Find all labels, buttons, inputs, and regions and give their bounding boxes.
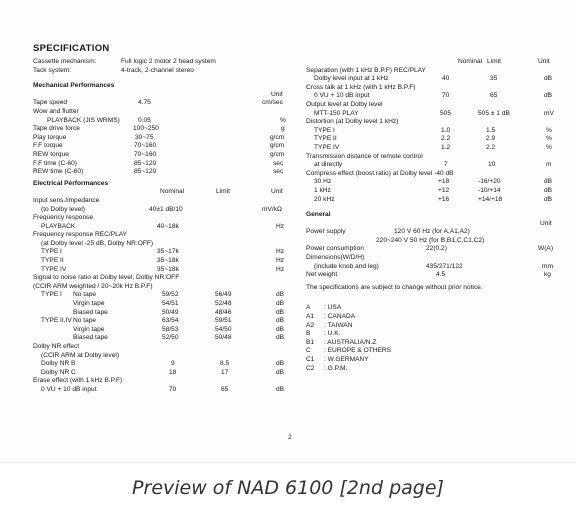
spec-cell: B: [306, 330, 311, 338]
spec-cell: kg: [544, 271, 551, 279]
spec-cell: 70~160: [134, 150, 157, 158]
spec-cell: 220~240 V 50 Hz (for B,B1,C,C1,C2): [376, 236, 485, 244]
spec-cell: : USA: [324, 304, 342, 312]
spec-cell: 50/48: [215, 334, 232, 342]
spec-cell: Hz: [276, 257, 285, 265]
spec-row: [306, 304, 558, 313]
spec-cell: 52/48: [215, 300, 232, 308]
spec-cell: Cassette mechanism:: [33, 58, 97, 65]
spec-cell: (CCIR ARM weighted / 20~20k Hz B.P.F): [33, 282, 153, 290]
spec-row: [33, 248, 291, 257]
spec-cell: +12: [438, 186, 450, 194]
spec-cell: 35: [490, 75, 498, 83]
spec-cell: 65: [490, 92, 498, 100]
spec-cell: Erase effect (with 1 kHz B.P.F): [33, 377, 123, 385]
spec-cell: (to Dolby level): [41, 205, 85, 213]
spec-row: [306, 161, 558, 170]
spec-cell: 30~75: [135, 133, 154, 141]
spec-row: [306, 245, 558, 254]
spec-row: [306, 92, 558, 101]
spec-cell: (CCIR ARM at Dolby level): [41, 351, 120, 359]
spec-cell: Virgin tape: [73, 325, 105, 333]
spec-cell: (include knob and leg): [314, 262, 379, 270]
spec-cell: Dolby level input at 1 kHz: [314, 75, 389, 83]
spec-cell: 59/52: [162, 291, 179, 299]
spec-cell: Tape drive force: [33, 125, 80, 133]
spec-cell: MTT-150 PLAY: [314, 109, 359, 117]
spec-cell: : EUROPE & OTHERS: [324, 347, 392, 355]
spec-row: [306, 322, 558, 331]
spec-row: [33, 386, 291, 395]
spec-cell: g/cm: [270, 133, 285, 141]
spec-cell: %: [546, 135, 552, 143]
spec-cell: : AUSTRALIA/N.Z: [324, 338, 377, 346]
spec-cell: 0.05: [138, 116, 151, 124]
spec-row: [306, 254, 558, 263]
spec-cell: Hz: [276, 248, 285, 256]
spec-row: [306, 58, 558, 67]
spec-cell: Dimensions(W/D/H): [306, 254, 365, 262]
spec-cell: Electrical Performances: [33, 179, 109, 187]
spec-cell: 505 ± 1 dB: [478, 109, 510, 117]
spec-cell: Cross talk at 1 kHz (with 1 kHz B.P.F): [306, 83, 416, 91]
spec-column-right: [306, 58, 558, 373]
spec-cell: A2: [306, 321, 315, 329]
spec-cell: 1.5: [486, 126, 496, 134]
spec-cell: TYPE II: [314, 135, 337, 143]
spec-cell: 2.2: [441, 135, 451, 143]
spec-cell: Nominal: [458, 58, 483, 65]
spec-cell: TYPE II: [41, 257, 64, 265]
spec-cell: dB: [276, 325, 285, 333]
spec-cell: A1: [306, 313, 315, 321]
spec-cell: : TAIWAN: [324, 321, 353, 329]
spec-cell: Virgin tape: [73, 300, 105, 308]
spec-cell: 63/54: [162, 317, 179, 325]
spec-row: [306, 284, 558, 293]
spec-cell: 8.5: [220, 360, 230, 368]
spec-row: [306, 110, 558, 119]
spec-cell: dB: [276, 360, 285, 368]
spec-row: [306, 356, 558, 365]
spec-cell: 100~250: [133, 125, 159, 133]
spec-cell: 0 VU + 10 dB input: [41, 385, 97, 393]
spec-cell: 35~17k: [157, 248, 179, 256]
spec-cell: 435/271/122: [426, 262, 463, 270]
spec-cell: dB: [544, 75, 553, 83]
spec-cell: 85~120: [134, 168, 157, 176]
spec-row: [33, 352, 291, 361]
spec-row: [33, 197, 291, 206]
spec-cell: dB: [276, 291, 285, 299]
spec-cell: B1: [306, 338, 315, 346]
spec-cell: Frequency response: [33, 214, 94, 222]
spec-cell: %: [280, 116, 286, 124]
spec-cell: g/cm: [270, 142, 285, 150]
spec-cell: TYPE IV: [41, 265, 67, 273]
spec-cell: 17: [221, 368, 229, 376]
spec-cell: 52/50: [162, 334, 179, 342]
spec-cell: Limit: [487, 58, 501, 65]
spec-row: [33, 125, 291, 134]
spec-cell: dB: [544, 195, 553, 203]
spec-row: [33, 142, 291, 151]
spec-cell: C: [306, 347, 311, 355]
spec-cell: No tape: [73, 291, 97, 299]
spec-cell: TYPE I: [314, 126, 335, 134]
spec-cell: The specifications are subject to change without prior notice.: [306, 283, 483, 291]
spec-row: [306, 153, 558, 162]
spec-cell: C2: [306, 364, 315, 372]
spec-cell: Net weight: [306, 271, 338, 279]
spec-row: [33, 240, 291, 249]
spec-row: [33, 360, 291, 369]
spec-cell: 40~18k: [157, 222, 179, 230]
spec-cell: TYPE I: [41, 248, 62, 256]
spec-cell: dB: [544, 92, 553, 100]
section-heading: [306, 211, 558, 220]
spec-row: [33, 300, 291, 309]
spec-cell: g: [281, 125, 285, 133]
spec-cell: dB: [276, 308, 285, 316]
spec-cell: dB: [544, 186, 553, 194]
spec-row: [33, 369, 291, 378]
spec-row: [33, 160, 291, 169]
spec-cell: REW time (C-60): [33, 168, 84, 176]
spec-cell: %: [546, 143, 552, 151]
spec-cell: Limit: [216, 188, 230, 196]
spec-cell: 35~18k: [157, 265, 179, 273]
spec-row: [33, 151, 291, 160]
spec-row: [33, 317, 291, 326]
spec-cell: : U.K.: [324, 330, 341, 338]
section-heading: [33, 180, 291, 189]
spec-cell: TYPE IV: [314, 143, 340, 151]
spec-row: [306, 271, 558, 280]
spec-cell: 18: [169, 368, 177, 376]
spec-row: [306, 196, 558, 205]
spec-cell: General: [306, 211, 331, 219]
spec-cell: Dolby NR C: [41, 368, 76, 376]
spec-cell: cm/sec: [262, 99, 283, 107]
spec-row: [33, 108, 291, 117]
spec-cell: 7: [444, 161, 448, 169]
spec-cell: Full logic 2 motor 2 head system: [121, 58, 216, 65]
spec-row: [306, 101, 558, 110]
spec-row: [33, 377, 291, 386]
spec-row: [306, 127, 558, 136]
spec-cell: mV/kΩ: [262, 205, 282, 213]
spec-row: [33, 58, 291, 67]
spec-cell: dB: [276, 385, 285, 393]
spec-cell: Frequency response REC/PLAY: [33, 231, 128, 239]
spec-cell: 30 Hz: [314, 178, 332, 186]
spec-row: [306, 144, 558, 153]
spec-cell: Tape speed: [33, 99, 68, 107]
spec-row: [33, 257, 291, 266]
spec-cell: Compress effect (boost ratio) at Dolby level -40 dB: [306, 169, 454, 177]
preview-caption-bar: [0, 462, 576, 513]
spec-cell: 120 V 60 Hz (for A,A1,A2): [394, 228, 470, 236]
spec-cell: dB: [276, 300, 285, 308]
spec-cell: Tack system:: [33, 66, 72, 74]
spec-cell: 2.2: [486, 143, 496, 151]
spec-cell: 4-track, 2-channel stereo: [121, 66, 194, 74]
spec-cell: F.F time (C-60): [33, 159, 77, 167]
spec-cell: Distortion (at Dolby level 1 kHz): [306, 118, 399, 126]
spec-cell: sec: [273, 159, 284, 167]
spec-cell: W(A): [538, 245, 554, 253]
spec-row: [306, 178, 558, 187]
spec-column-left: [33, 58, 291, 395]
spec-row: [33, 214, 291, 223]
spec-cell: Unit: [271, 90, 283, 98]
spec-cell: 58/53: [162, 325, 179, 333]
spec-cell: Biased tape: [73, 334, 108, 342]
spec-row: [33, 168, 291, 177]
spec-cell: 35~18k: [157, 257, 179, 265]
spec-cell: 70: [169, 385, 177, 393]
spec-cell: 10: [488, 161, 496, 169]
spec-cell: 65: [221, 385, 229, 393]
spec-cell: TYPE I: [41, 291, 62, 299]
spec-row: [33, 134, 291, 143]
page-title: SPECIFICATION: [33, 43, 110, 54]
spec-cell: +14/+18: [478, 195, 503, 203]
spec-row: [306, 237, 558, 246]
spec-cell: 22(0.2): [426, 245, 447, 253]
spec-cell: Transmission distance of remote control: [306, 152, 423, 160]
spec-cell: Hz: [276, 265, 285, 273]
spec-row: [33, 117, 291, 126]
spec-cell: 40±1 dB/10: [149, 205, 183, 213]
spec-cell: Input sens./impedance: [33, 196, 100, 204]
spec-cell: PLAYBACK: [41, 222, 76, 230]
spec-cell: 4.5: [436, 271, 446, 279]
spec-row: [306, 263, 558, 272]
spec-row: [33, 91, 291, 100]
spec-row: [33, 334, 291, 343]
spec-cell: +18: [438, 178, 450, 186]
spec-cell: : W.GERMANY: [324, 356, 369, 363]
spec-row: [33, 283, 291, 292]
spec-cell: 40: [442, 75, 450, 83]
spec-cell: No tape: [73, 317, 97, 325]
spec-row: [33, 291, 291, 300]
section-heading: [33, 82, 291, 91]
spec-cell: A: [306, 304, 311, 312]
spec-row: [33, 309, 291, 318]
spec-cell: -16/+20: [478, 178, 501, 186]
spec-cell: TYPE II,IV: [41, 317, 72, 325]
spec-row: [306, 347, 558, 356]
spec-row: [306, 84, 558, 93]
spec-row: [33, 343, 291, 352]
spec-cell: Dolby NR effect: [33, 343, 80, 350]
spec-cell: 0 VU + 10 dB input: [314, 92, 370, 100]
spec-cell: Signal to noise ratio at Dolby level, Dolby NR:OFF: [33, 274, 180, 282]
spec-row: [33, 326, 291, 335]
spec-cell: Unit: [540, 219, 552, 227]
spec-row: [306, 339, 558, 348]
spec-cell: 70: [442, 92, 450, 100]
spec-cell: F.F torque: [33, 142, 63, 150]
spec-cell: 54/51: [162, 300, 179, 308]
spec-cell: 54/50: [215, 325, 232, 333]
spec-row: [33, 223, 291, 232]
spec-cell: 9: [171, 360, 175, 368]
spec-row: [33, 231, 291, 240]
spec-cell: Play torque: [33, 133, 67, 141]
spec-cell: 56/49: [215, 291, 232, 299]
spec-row: [306, 67, 558, 76]
spec-cell: Power consumption: [306, 245, 364, 253]
spec-cell: 50/49: [162, 308, 179, 316]
spec-cell: g/cm: [270, 150, 285, 158]
spec-cell: (at Dolby level -25 dB, Dolby NR:OFF): [41, 239, 154, 247]
spec-cell: dB: [276, 368, 285, 376]
spec-cell: Unit: [271, 188, 283, 196]
spec-cell: 59/51: [215, 317, 232, 325]
spec-cell: m: [546, 161, 552, 169]
spec-cell: Nominal: [160, 188, 185, 196]
spec-cell: 1 kHz: [314, 186, 331, 194]
spec-cell: 505: [440, 109, 452, 117]
spec-cell: dB: [276, 317, 285, 325]
spec-row: [306, 330, 558, 339]
spec-row: [306, 187, 558, 196]
spec-row: [306, 228, 558, 237]
spec-cell: +16: [438, 195, 450, 203]
spec-cell: Power supply: [306, 228, 346, 236]
spec-cell: 4.75: [138, 99, 151, 107]
spec-cell: : G.P.M.: [324, 364, 348, 372]
spec-cell: : CANADA: [324, 313, 356, 321]
spec-row: [306, 220, 558, 229]
spec-row: [33, 206, 291, 215]
spec-cell: Dolby NR B: [41, 360, 76, 368]
spec-row: [33, 188, 291, 197]
spec-cell: mV: [544, 109, 554, 117]
spec-cell: Mechanical Performances: [33, 82, 115, 90]
spec-cell: Wow and flutter: [33, 107, 79, 115]
spec-row: [306, 365, 558, 374]
spec-cell: Hz: [276, 222, 285, 230]
spec-row: [306, 75, 558, 84]
spec-cell: 70~160: [134, 142, 157, 150]
spec-cell: Separation (with 1 kHz B.P.F) REC/PLAY: [306, 66, 426, 74]
spacer: [33, 75, 291, 79]
spec-cell: Unit: [538, 58, 550, 65]
spacer: [306, 204, 558, 208]
spec-cell: dB: [276, 334, 285, 342]
spec-row: [33, 266, 291, 275]
spec-cell: 1.0: [441, 126, 451, 134]
spec-row: [306, 170, 558, 179]
spec-cell: dB: [544, 178, 553, 186]
spec-cell: %: [546, 126, 552, 134]
spec-row: [306, 118, 558, 127]
spec-cell: -10/+14: [478, 186, 501, 194]
spec-cell: Biased tape: [73, 308, 108, 316]
spec-cell: 85~120: [134, 159, 157, 167]
spec-row: [306, 135, 558, 144]
spec-cell: C1: [306, 356, 315, 363]
spec-cell: sec: [273, 168, 284, 176]
spec-row: [33, 67, 291, 76]
page-number: 2: [288, 434, 292, 441]
spec-cell: mm: [542, 262, 553, 270]
spec-cell: 20 kHz: [314, 195, 335, 203]
spec-cell: REW torque: [33, 150, 69, 158]
preview-caption: Preview of NAD 6100 [2nd page]: [132, 477, 444, 499]
spec-cell: Output level at Dolby level: [306, 100, 383, 108]
spec-cell: PLAYBACK (JIS WRMS): [47, 116, 120, 124]
spec-cell: 1.2: [441, 143, 451, 151]
spec-row: [33, 99, 291, 108]
spec-cell: 2.9: [486, 135, 496, 143]
spec-cell: 48/46: [215, 308, 232, 316]
spec-row: [33, 274, 291, 283]
spec-row: [306, 313, 558, 322]
spec-cell: at directly: [314, 161, 343, 169]
